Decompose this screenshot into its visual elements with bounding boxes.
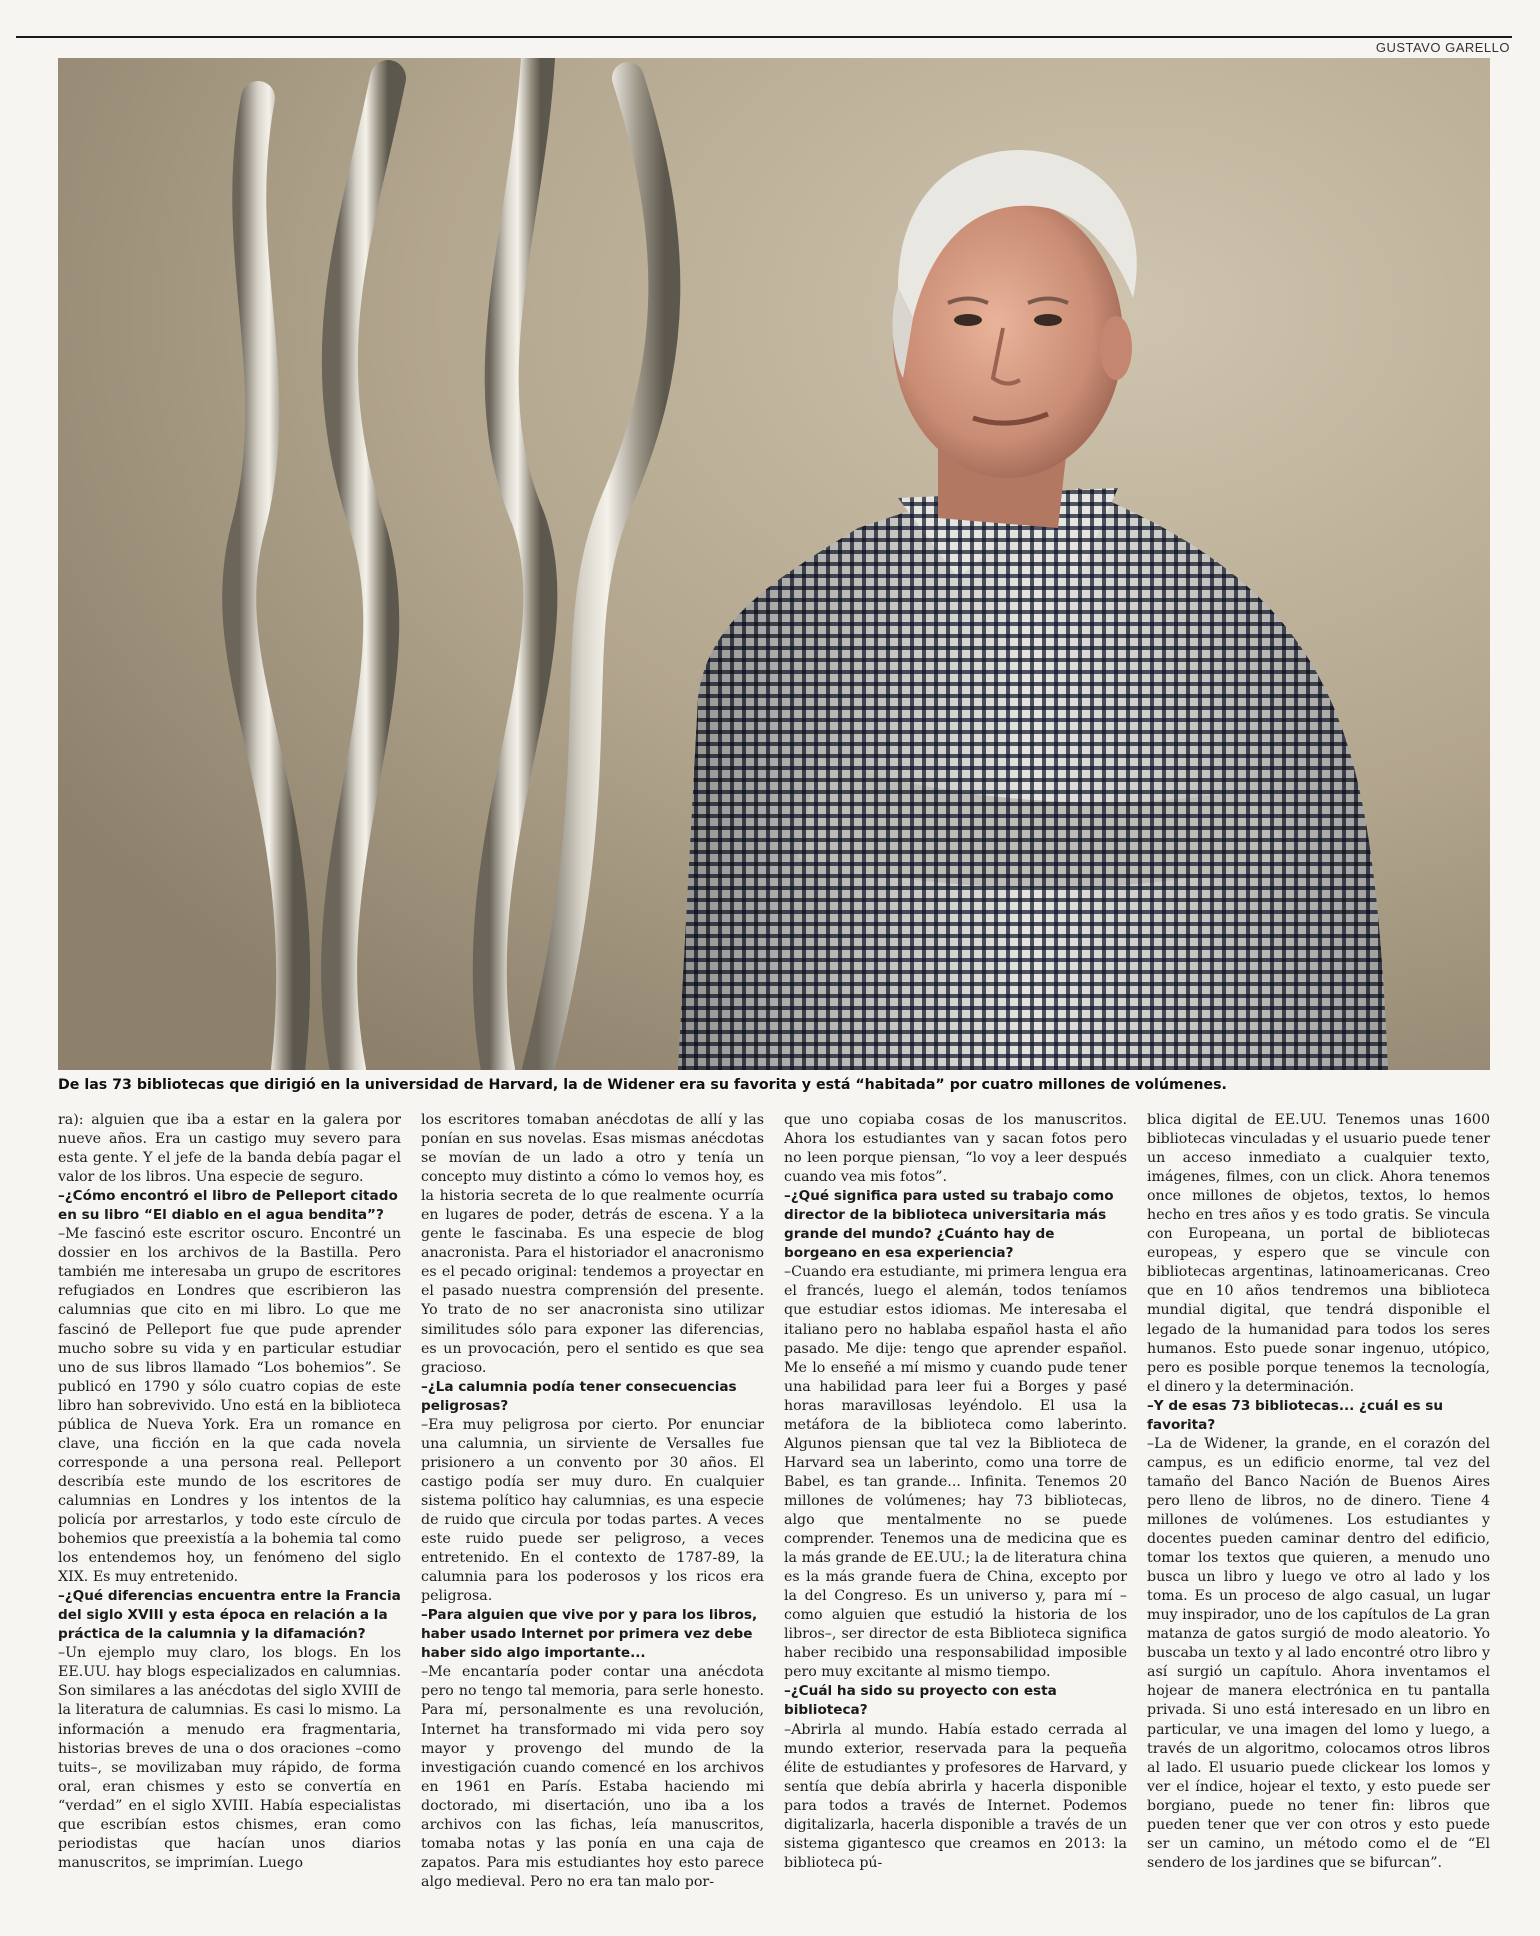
answer-paragraph: los escritores tomaban anécdotas de allí y las ponían en sus novelas. Esas mismas anécdotas se movían de un lado a otro y tenía un concepto muy distinto a cómo lo vemos hoy, es la historia secreta de lo que realmente ocurría en lugares de poder, detrás de escena. Y a la gente le fascinaba. Es una especie de blog anacronista. Para el historiador el anacronismo es el pecado original: tendemos a proyectar en el pasado nuestra comprensión del presente. Yo trato de no ser anacronista sino utilizar similitudes sólo para exponer las diferencias, es un provocación, pero el sentido es que sea gracioso. [421, 1112, 764, 1376]
question-paragraph: –¿Qué significa para usted su trabajo como director de la biblioteca universitaria más grande del mundo? ¿Cuánto hay de borgeano en esa experiencia? [784, 1188, 1114, 1262]
answer-paragraph: blica digital de EE.UU. Tenemos unas 1600 bibliotecas vinculadas y el usuario puede tener un acceso inmediato a cualquier texto, imágenes, filmes, con un click. Ahora tenemos once millones de objetos, textos, lo hemos hecho en tres años y es todo gratis. Se vincula con Europeana, un portal de bibliotecas europeas, y espero que se vincule con bibliotecas argentinas, latinoamericanas. Creo que en 10 años tendremos una biblioteca mundial digital, que tendrá disponible el legado de la humanidad para todos los seres humanos. Esto puede sonar ingenuo, utópico, pero es posible porque tenemos la tecnología, el dinero y la determinación. [1147, 1112, 1490, 1395]
photo-credit: GUSTAVO GARELLO [1375, 40, 1510, 55]
answer-paragraph: ra): alguien que iba a estar en la galera por nueve años. Era un castigo muy severo para esta gente. Y el jefe de la banda debía pagar el valor de los libros. Una especie de seguro. [58, 1112, 401, 1186]
article-body [58, 1111, 1490, 1911]
answer-paragraph: –Me fascinó este escritor oscuro. Encontré un dossier en los archivos de la Bastilla. Pero también me interesaba un grupo de escritores refugiados en Londres que escribieron las calumnias que cito en mi libro. Lo que me fascinó de Pelleport fue que pude aprender mucho sobre su vida y en particular estudiar uno de sus libros llamado “Los bohemios”. Se publicó en 1790 y sólo cuatro copias de este libro han sobrevivido. Uno está en la biblioteca pública de Nueva York. Era un romance en clave, una ficción en la que cada novela corresponde a una persona real. Pelleport describía este mundo de los escritores de calumnias en Londres y los intentos de la policía por arrestarlos, y todo este círculo de bohemios que preexistía a la bohemia tal como los entendemos hoy, un fenómeno del siglo XIX. Es muy entretenido. [58, 1226, 401, 1586]
column-1 [58, 1111, 401, 1911]
question-paragraph: –Y de esas 73 bibliotecas... ¿cuál es su favorita? [1147, 1397, 1444, 1433]
top-rule [16, 36, 1512, 38]
answer-paragraph: que uno copiaba cosas de los manuscritos. Ahora los estudiantes van y sacan fotos pero no leen porque piensan, “lo voy a leer después cuando vea mis fotos”. [784, 1112, 1127, 1186]
question-paragraph: –¿Cuál ha sido su proyecto con esta biblioteca? [784, 1683, 1057, 1719]
portrait-photo [58, 58, 1490, 1070]
column-4 [1147, 1111, 1490, 1911]
photo-caption: De las 73 bibliotecas que dirigió en la universidad de Harvard, la de Widener era su favorita y está “habitada” por cuatro millones de volúmenes. [58, 1077, 1227, 1093]
question-paragraph: –¿Qué diferencias encuentra entre la Francia del siglo XVIII y esta época en relación a la práctica de la calumnia y la difamación? [58, 1588, 401, 1643]
answer-paragraph: –La de Widener, la grande, en el corazón del campus, es un edificio enorme, tal vez del tamaño del Banco Nación de Buenos Aires pero lleno de libros, no de dinero. Tiene 4 millones de volúmenes. Los estudiantes y docentes pueden caminar dentro del edificio, tomar los textos que quieren, a menudo uno busca un libro y luego ve otro al lado y los toma. Es un proceso de algo casual, un lugar muy inspirador, uno de los capítulos de La gran matanza de gatos surgió de modo aleatorio. Yo buscaba un texto y al lado encontré otro libro y así surgió un capítulo. Ahora inventamos el hojear de manera electrónica en tu pantalla privada. Si uno está interesado en un libro en particular, ve una imagen del lomo y luego, a través de un algoritmo, colocamos otros libros al lado. El usuario puede clickear los lomos y ver el índice, hojear el texto, y esto puede ser borgiano, puede no tener fin: libros que pueden tener que ver con otros y esto puede ser un camino, un método como el de “El sendero de los jardines que se bifurcan”. [1147, 1435, 1490, 1871]
answer-paragraph: –Abrirla al mundo. Había estado cerrada al mundo exterior, reservada para la pequeña élite de estudiantes y profesores de Harvard, y sentía que debía abrirla y hacerla disponible para todos a través de Internet. Podemos digitalizarla, hacerla disponible a través de un sistema gigantesco que creamos en 2013: la biblioteca pú- [784, 1721, 1127, 1871]
answer-paragraph: –Me encantaría poder contar una anécdota pero no tengo tal memoria, para serle honesto. Para mí, personalmente es una revolución, Internet ha transformado mi vida pero soy mayor y provengo del mundo de la investigación cuando comencé en los archivos en 1961 en París. Estaba haciendo mi doctorado, mi disertación, uno iba a los archivos con las fichas, leía manuscritos, tomaba notas y las ponía en una caja de zapatos. Para mis estudiantes hoy esto parece algo medieval. Pero no era tan malo por- [421, 1664, 764, 1890]
question-paragraph: –¿La calumnia podía tener consecuencias peligrosas? [421, 1378, 737, 1414]
question-paragraph: –¿Cómo encontró el libro de Pelleport citado en su libro “El diablo en el agua bendita”? [58, 1188, 398, 1224]
question-paragraph: –Para alguien que vive por y para los libros, haber usado Internet por primera vez debe haber sido algo importante... [421, 1607, 758, 1662]
column-2 [421, 1111, 764, 1911]
answer-paragraph: –Un ejemplo muy claro, los blogs. En los EE.UU. hay blogs especializados en calumnias. Son similares a las anécdotas del siglo XVIII de la literatura de calumnias. Es casi lo mismo. La información a menudo era fragmentaria, historias breves de una o dos oraciones –como tuits–, se movilizaban muy rápido, de forma oral, eran chismes y esto se convertía en “verdad” en el siglo XVIII. Había especialistas que escribían estos chismes, eran como periodistas que hacían unos diarios manuscritos, se imprimían. Luego [58, 1645, 401, 1871]
answer-paragraph: –Era muy peligrosa por cierto. Por enunciar una calumnia, un sirviente de Versalles fue prisionero a un convento por 30 años. El castigo podía ser muy duro. En cualquier sistema político hay calumnias, es una especie de ruido que circula por todas partes. A veces este ruido puede ser peligroso, a veces entretenido. En el contexto de 1787-89, la calumnia para los poderosos y los ricos era peligrosa. [421, 1416, 764, 1605]
column-3 [784, 1111, 1127, 1911]
portrait-illustration [58, 58, 1490, 1070]
answer-paragraph: –Cuando era estudiante, mi primera lengua era el francés, luego el alemán, todos teníamos que estudiar estos idiomas. Me interesaba el italiano pero no hablaba español hasta el año pasado. Me dije: tengo que aprender español. Me lo enseñé a mí mismo y cuando pude tener una habilidad para leer fui a Borges y pasé horas maravillosas leyéndolo. El usa la metáfora de la biblioteca como laberinto. Algunos piensan que tal vez la Biblioteca de Harvard sea un laberinto, como una torre de Babel, es tan grande... Infinita. Tenemos 20 millones de volúmenes; hay 73 bibliotecas, algo que mentalmente no se puede comprender. Tenemos una de medicina que es la más grande de EE.UU.; la de literatura china es la más grande fuera de China, excepto por la del Congreso. Es un universo y, para mí –como alguien que estudió la historia de los libros–, ser director de esta Biblioteca significa haber recibido una responsabilidad imposible pero muy excitante al mismo tiempo. [784, 1264, 1127, 1681]
